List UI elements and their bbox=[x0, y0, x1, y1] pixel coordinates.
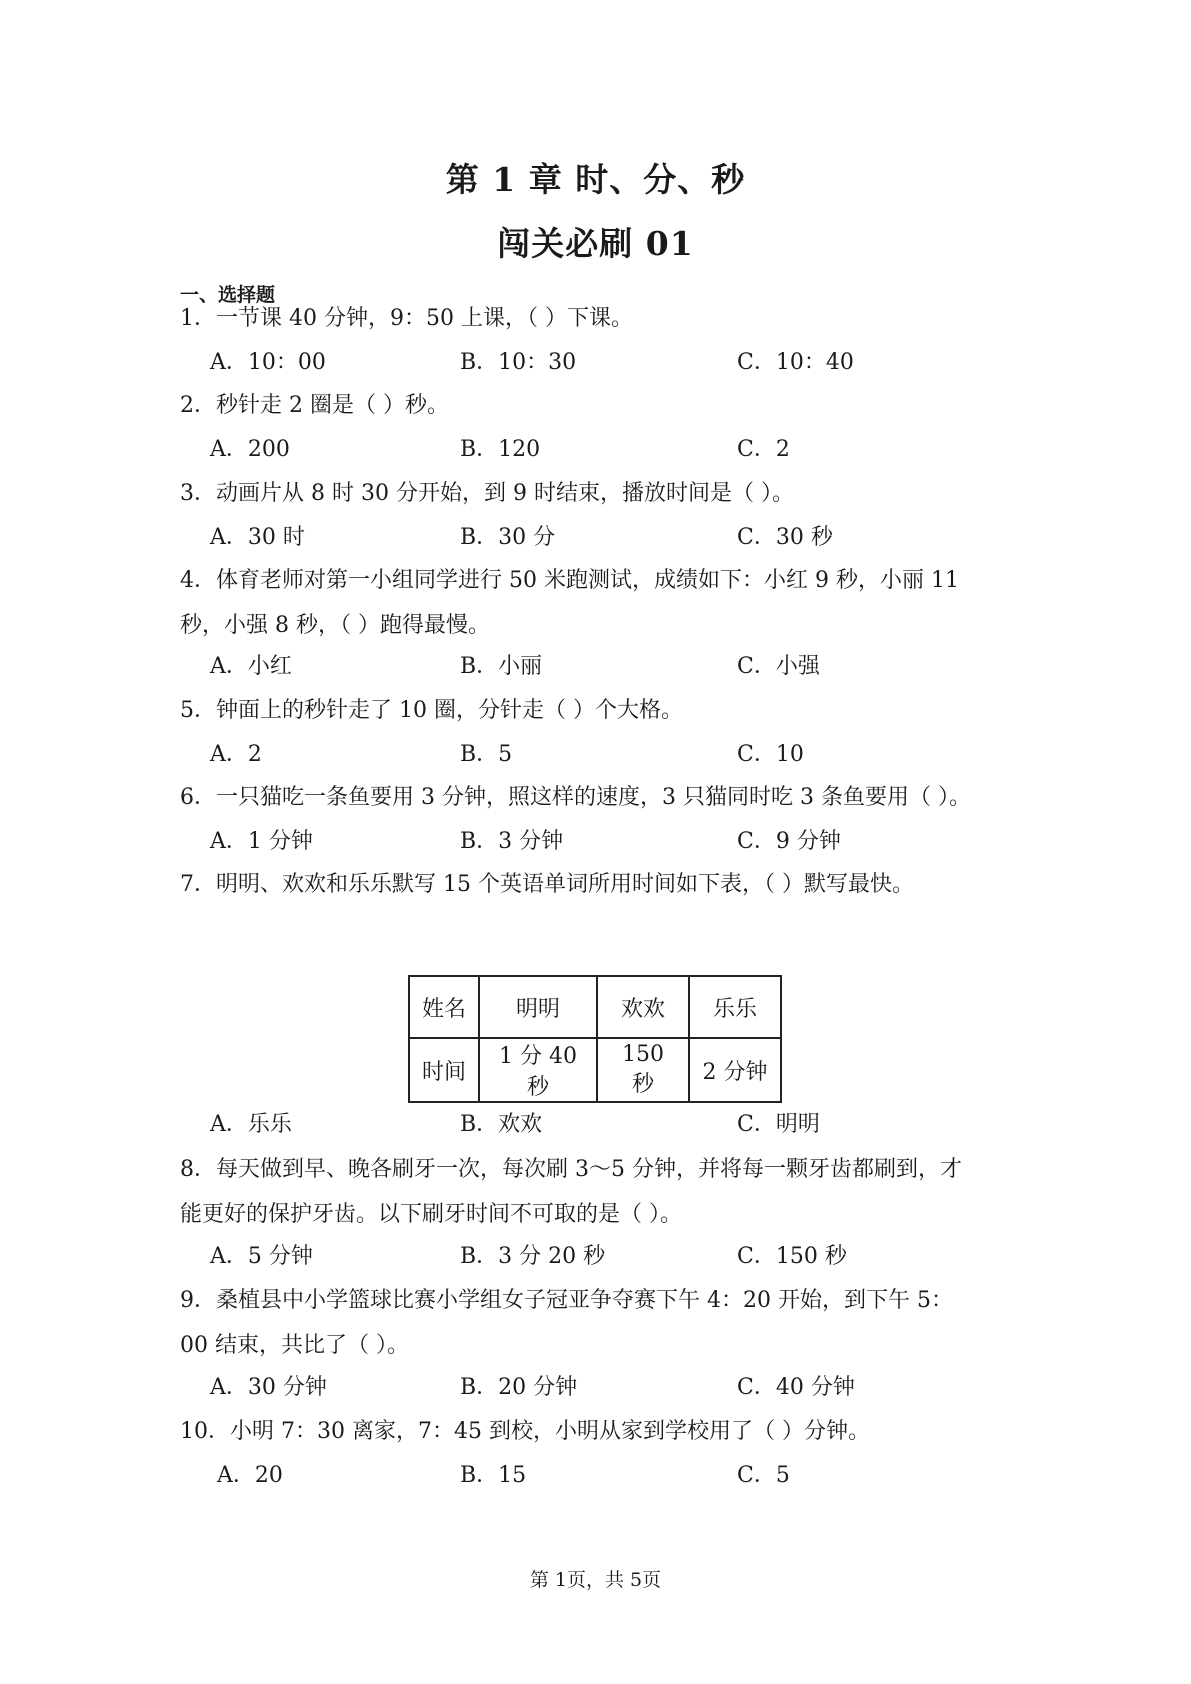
option-a: A．200 bbox=[210, 437, 290, 462]
question-number: 10． bbox=[180, 1419, 230, 1444]
table-row bbox=[409, 976, 781, 1038]
question-text: 明明、欢欢和乐乐默写 15 个英语单词所用时间如下表，（ ）默写最快。 bbox=[216, 872, 914, 897]
option-a: A．1 分钟 bbox=[210, 829, 313, 854]
question-text: 钟面上的秒针走了 10 圈，分针走（ ）个大格。 bbox=[216, 698, 683, 723]
table-cell: 时间 bbox=[409, 1038, 479, 1102]
option-a: A．5 分钟 bbox=[210, 1244, 313, 1269]
question-2 bbox=[180, 383, 1010, 429]
table-row bbox=[409, 1038, 781, 1102]
question-text: 小明 7：30 离家，7：45 到校，小明从家到学校用了（ ）分钟。 bbox=[230, 1419, 870, 1444]
option-a: A．10：00 bbox=[210, 350, 326, 375]
question-text-continued: 能更好的保护牙齿。以下刷牙时间不可取的是（ ）。 bbox=[180, 1202, 682, 1227]
question-10 bbox=[180, 1409, 1010, 1455]
option-c: C．10：40 bbox=[737, 350, 854, 375]
option-c: C．5 bbox=[737, 1463, 790, 1488]
option-b: B．15 bbox=[460, 1463, 527, 1488]
question-8 bbox=[180, 1147, 1010, 1193]
option-c: C．2 bbox=[737, 437, 790, 462]
option-b: B．欢欢 bbox=[460, 1112, 543, 1137]
question-3 bbox=[180, 471, 1010, 517]
option-c: C．40 分钟 bbox=[737, 1375, 855, 1400]
section-title: 一、选择题 bbox=[180, 284, 276, 306]
option-a: A．20 bbox=[217, 1463, 283, 1488]
question-text: 每天做到早、晚各刷牙一次，每次刷 3～5 分钟，并将每一颗牙齿都刷到，才 bbox=[216, 1157, 962, 1182]
question-text: 动画片从 8 时 30 分开始，到 9 时结束，播放时间是（ ）。 bbox=[216, 481, 794, 506]
table-cell: 1 分 40 秒 bbox=[479, 1038, 597, 1102]
time-table bbox=[408, 975, 782, 1103]
question-text-continued: 00 结束，共比了（ ）。 bbox=[180, 1333, 409, 1358]
question-7 bbox=[180, 862, 1010, 908]
option-c: C．10 bbox=[737, 742, 804, 767]
question-6-options bbox=[210, 825, 1010, 859]
option-c: C．小强 bbox=[737, 654, 820, 679]
option-b: B．10：30 bbox=[460, 350, 577, 375]
question-4-options bbox=[210, 650, 1010, 684]
table-header-cell: 乐乐 bbox=[689, 976, 781, 1038]
question-4 bbox=[180, 558, 1010, 604]
table-cell: 150 秒 bbox=[597, 1038, 689, 1102]
question-number: 1． bbox=[180, 306, 216, 331]
question-number: 7． bbox=[180, 872, 216, 897]
option-b: B．20 分钟 bbox=[460, 1375, 578, 1400]
question-number: 5． bbox=[180, 698, 216, 723]
question-text: 一节课 40 分钟，9：50 上课，（ ）下课。 bbox=[216, 306, 633, 331]
option-b: B．小丽 bbox=[460, 654, 543, 679]
option-a: A．2 bbox=[210, 742, 262, 767]
page-footer: 第 1页，共 5页 bbox=[529, 1569, 662, 1591]
table-cell: 2 分钟 bbox=[689, 1038, 781, 1102]
table-header-cell: 明明 bbox=[479, 976, 597, 1038]
option-b: B．5 bbox=[460, 742, 513, 767]
question-number: 6． bbox=[180, 785, 216, 810]
question-number: 3． bbox=[180, 481, 216, 506]
question-text: 体育老师对第一小组同学进行 50 米跑测试，成绩如下：小红 9 秒，小丽 11 bbox=[216, 568, 959, 593]
worksheet-subtitle: 闯关必刷 01 bbox=[497, 224, 694, 263]
option-c: C．9 分钟 bbox=[737, 829, 841, 854]
question-number: 9． bbox=[180, 1288, 216, 1313]
question-number: 4． bbox=[180, 568, 216, 593]
question-5 bbox=[180, 688, 1010, 734]
question-10-options bbox=[210, 1459, 1010, 1493]
option-a: A．小红 bbox=[210, 654, 292, 679]
question-text: 桑植县中小学篮球比赛小学组女子冠亚争夺赛下午 4：20 开始，到下午 5： bbox=[216, 1288, 953, 1313]
question-text: 一只猫吃一条鱼要用 3 分钟，照这样的速度，3 只猫同时吃 3 条鱼要用（ ）。 bbox=[216, 785, 971, 810]
question-8-options bbox=[210, 1240, 1010, 1274]
question-text: 秒针走 2 圈是（ ）秒。 bbox=[216, 393, 449, 418]
question-1 bbox=[180, 296, 1010, 342]
question-4-line-2 bbox=[180, 603, 1010, 649]
question-9-line-2 bbox=[180, 1323, 1010, 1369]
question-number: 2． bbox=[180, 393, 216, 418]
question-number: 8． bbox=[180, 1157, 216, 1182]
option-a: A．乐乐 bbox=[210, 1112, 292, 1137]
question-9-options bbox=[210, 1371, 1010, 1405]
option-c: C．150 秒 bbox=[737, 1244, 847, 1269]
question-8-line-2 bbox=[180, 1192, 1010, 1238]
option-b: B．120 bbox=[460, 437, 541, 462]
chapter-title: 第 1 章 时、分、秒 bbox=[445, 160, 746, 199]
table-header-cell: 姓名 bbox=[409, 976, 479, 1038]
option-b: B．3 分钟 bbox=[460, 829, 564, 854]
question-9 bbox=[180, 1278, 1010, 1324]
option-a: A．30 时 bbox=[210, 525, 305, 550]
table-header-cell: 欢欢 bbox=[597, 976, 689, 1038]
question-3-options bbox=[210, 521, 1010, 555]
option-c: C．明明 bbox=[737, 1112, 820, 1137]
option-b: B．30 分 bbox=[460, 525, 556, 550]
option-c: C．30 秒 bbox=[737, 525, 833, 550]
question-6 bbox=[180, 775, 1010, 821]
question-text-continued: 秒，小强 8 秒，（ ）跑得最慢。 bbox=[180, 613, 490, 638]
option-b: B．3 分 20 秒 bbox=[460, 1244, 606, 1269]
question-1-options bbox=[210, 346, 1010, 380]
question-7-options bbox=[210, 1108, 1010, 1142]
question-2-options bbox=[210, 433, 1010, 467]
question-5-options bbox=[210, 738, 1010, 772]
option-a: A．30 分钟 bbox=[210, 1375, 327, 1400]
